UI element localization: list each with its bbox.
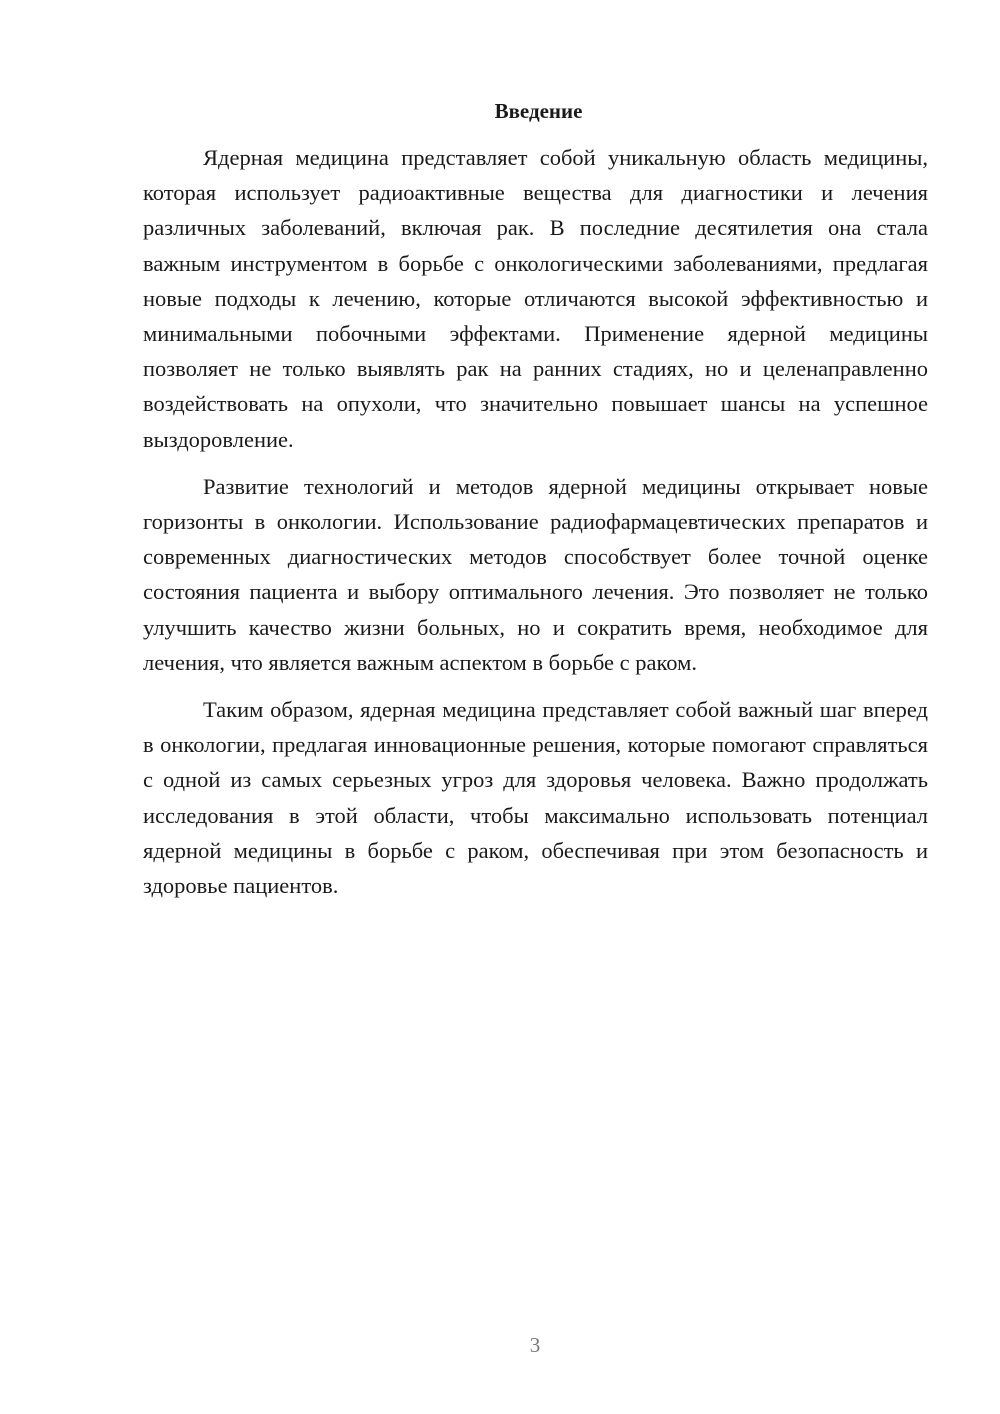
- page-content: [143, 95, 928, 903]
- section-title: Введение: [494, 99, 583, 123]
- paragraph-intro: Ядерная медицина представляет собой уникальную область медицины, которая использует радиоактивные вещества для диагностики и лечения различных заболеваний, включая рак. В последние десятилетия она стала важным инструментом в борьбе с онкологическими заболеваниями, предлагая новые подходы к лечению, которые отличаются высокой эффективностью и минимальными побочными эффектами. Применение ядерной медицины позволяет не только выявлять рак на ранних стадиях, но и целенаправленно воздействовать на опухоли, что значительно повышает шансы на успешное выздоровление.: [143, 145, 928, 452]
- paragraph-conclusion: Таким образом, ядерная медицина представляет собой важный шаг вперед в онкологии, предлагая инновационные решения, которые помогают справляться с одной из самых серьезных угроз для здоровья человека. Важно продолжать исследования в этой области, чтобы максимально использовать потенциал ядерной медицины в борьбе с раком, обеспечивая при этом безопасность и здоровье пациентов.: [143, 697, 928, 899]
- paragraph-development: Развитие технологий и методов ядерной медицины открывает новые горизонты в онкологии. Использование радиофармацевтических препаратов и современных диагностических методов способствует более точной оценке состояния пациента и выбору оптимального лечения. Это позволяет не только улучшить качество жизни больных, но и сократить время, необходимое для лечения, что является важным аспектом в борьбе с раком.: [143, 473, 928, 675]
- page-number: 3: [529, 1333, 541, 1357]
